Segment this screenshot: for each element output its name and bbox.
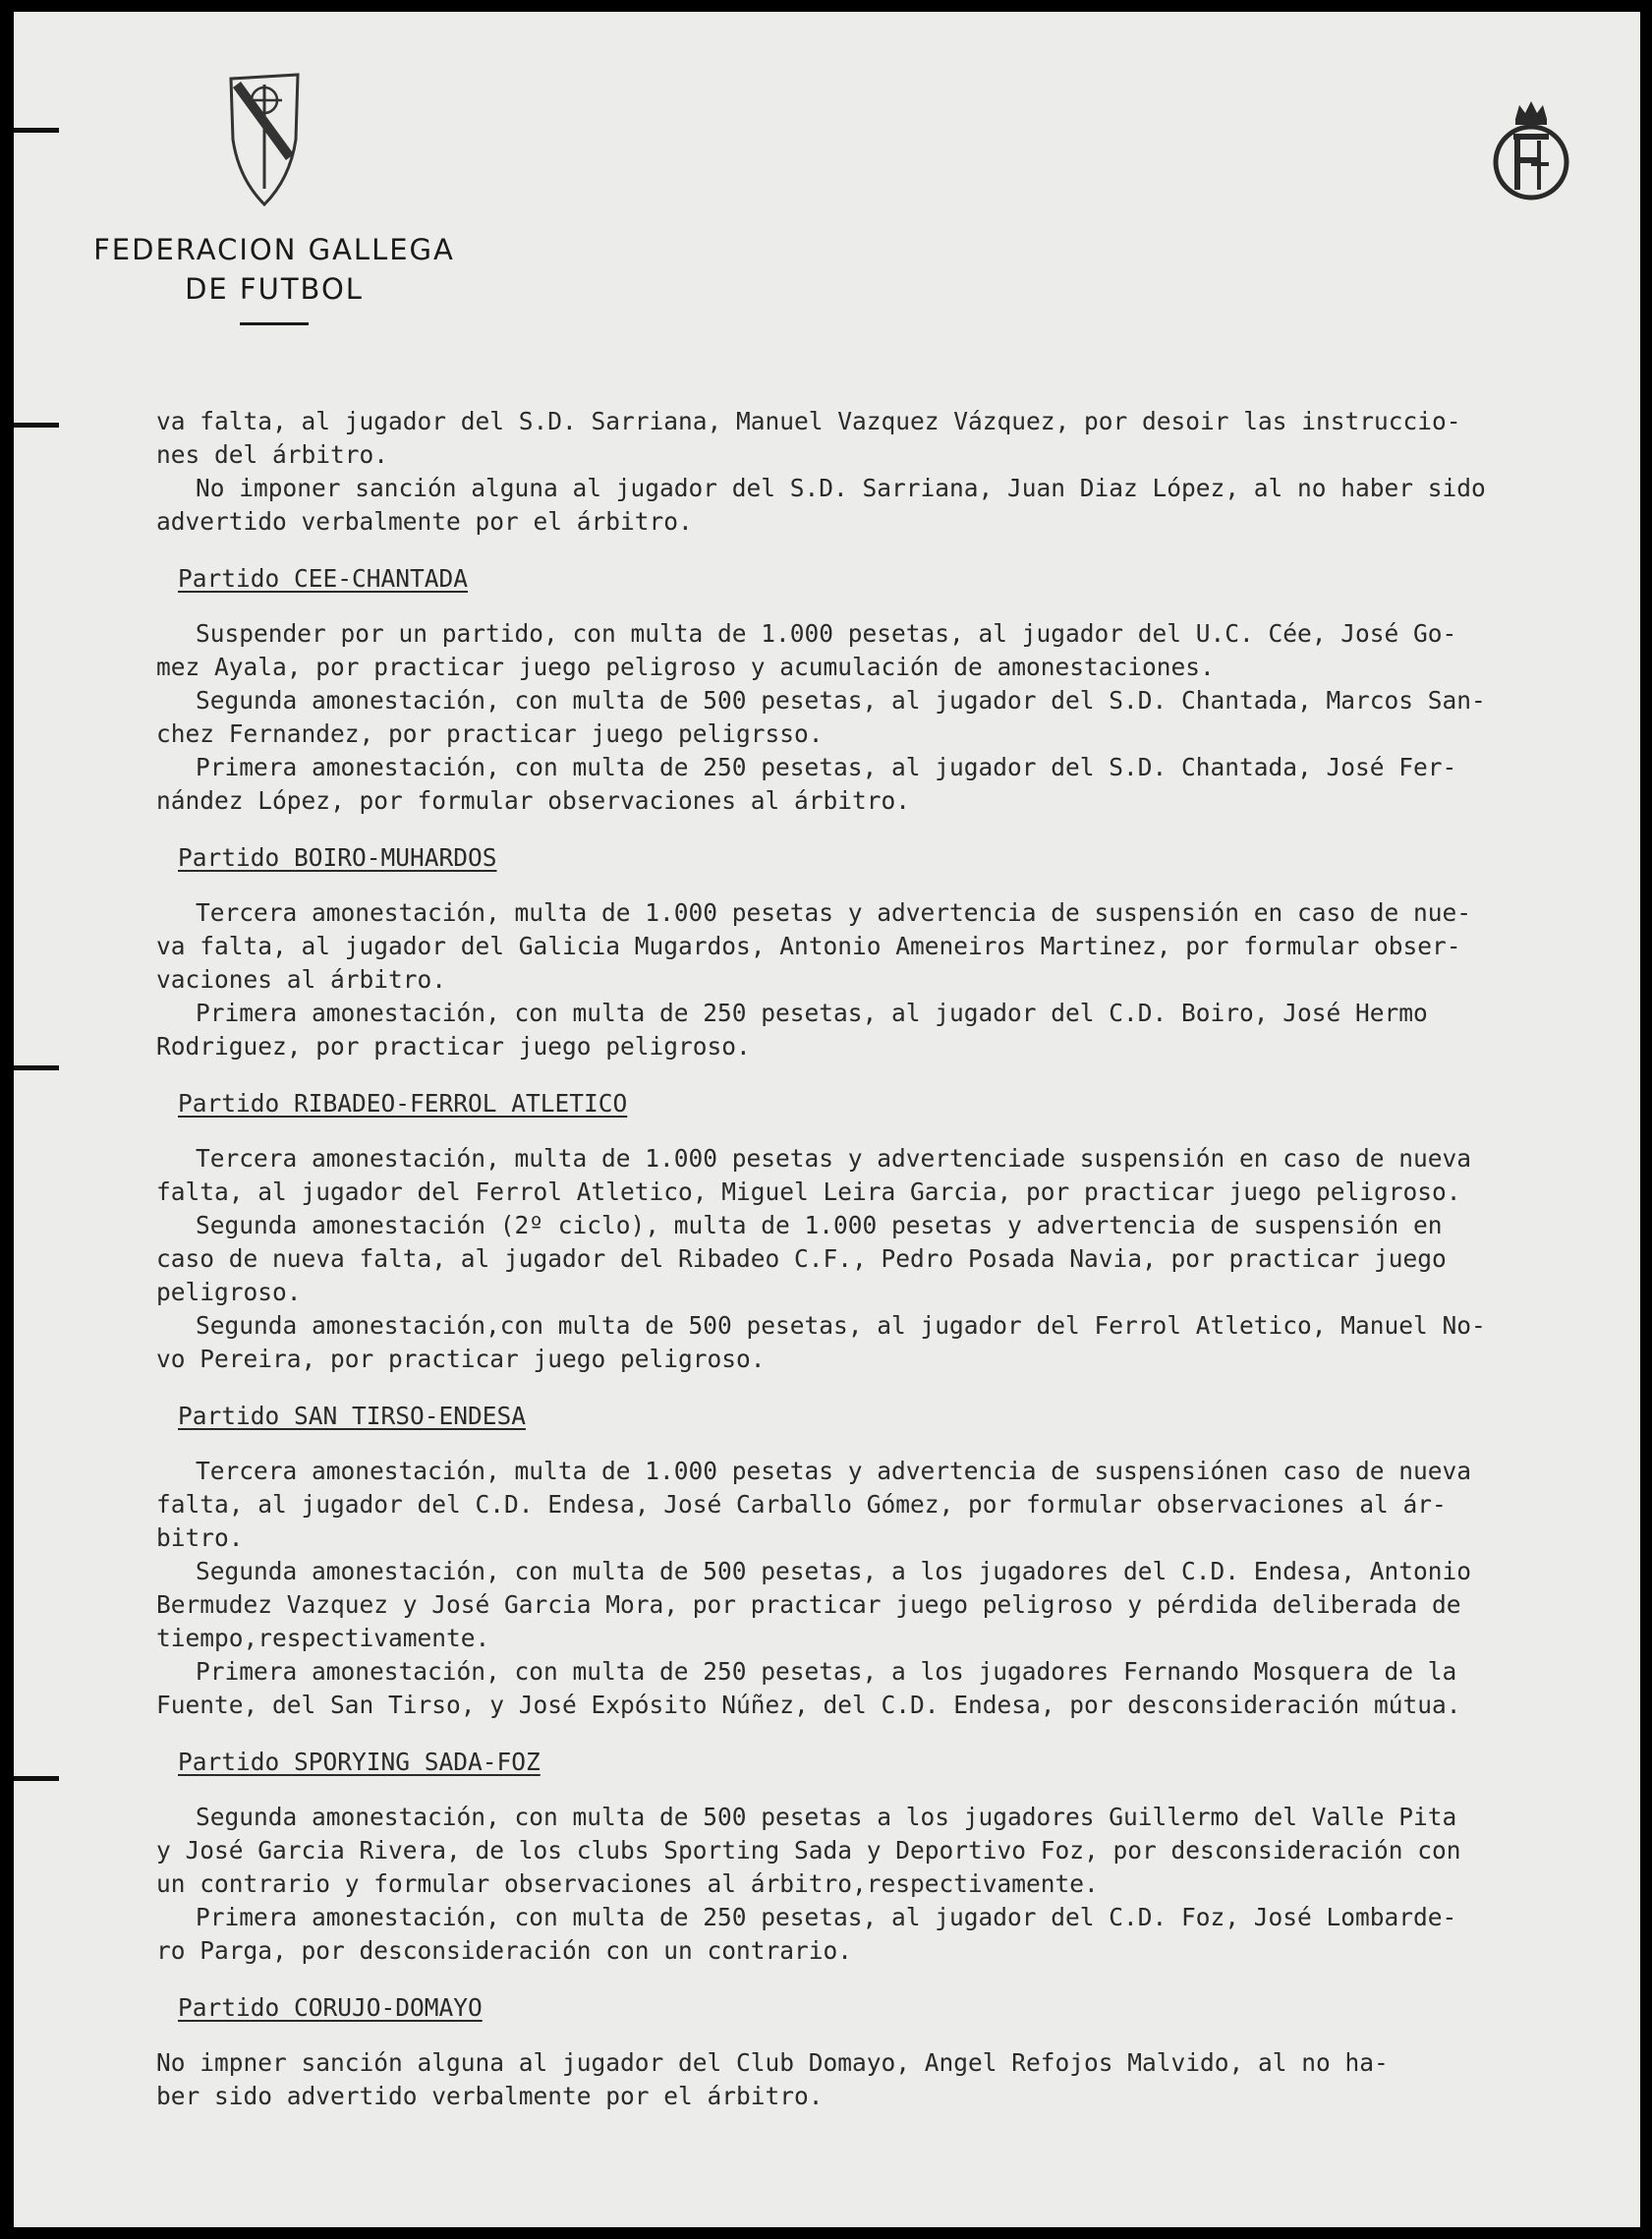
section-title: Partido SAN TIRSO-ENDESA [178,1402,527,1430]
section-title: Partido CEE-CHANTADA [178,564,469,593]
section-title: Partido BOIRO-MUHARDOS [178,843,497,872]
sanction-paragraph: Segunda amonestación, con multa de 500 pesetas, al jugador del S.D. Chantada, Marcos San- chez Fernandez, por practicar juego peligrsso. [156,686,1486,748]
sanction-paragraph: Primera amonestación, con multa de 250 pesetas, al jugador del C.D. Boiro, José Hermo Rodriguez, por practicar juego peligroso. [156,999,1428,1061]
section-ribadeo-ferrol [156,1087,1640,1376]
section-title: Partido SPORYING SADA-FOZ [178,1748,541,1776]
letterhead-rule [240,322,309,325]
intro-paragraph: va falta, al jugador del S.D. Sarriana, Manuel Vazquez Vázquez, por desoir las instruccio- nes del árbitro. [156,407,1461,469]
sanction-paragraph: Tercera amonestación, multa de 1.000 pesetas y advertencia de suspensiónen caso de nueva falta, al jugador del C.D. Endesa, José Carballo Gómez, por formular observaciones al ár- bitro. [156,1457,1472,1552]
sanction-paragraph: No impner sanción alguna al jugador del Club Domayo, Angel Refojos Malvido, al no ha- ber sido advertido verbalmente por el árbitro. [156,2048,1389,2110]
binder-hole-mark [14,423,59,428]
section-corujo-domayo [156,1991,1640,2113]
section-sporting-sada-foz [156,1746,1640,1968]
section-title: Partido RIBADEO-FERROL ATLETICO [178,1089,628,1118]
sanction-paragraph: Segunda amonestación, con multa de 500 pesetas a los jugadores Guillermo del Valle Pita y José Garcia Rivera, de los clubs Sporting Sada y Deportivo Foz, por desconsideración con un contrario y formular observaciones al árbitro,respectivamente. [156,1803,1461,1898]
document-page [14,12,1640,2227]
section-san-tirso-endesa [156,1400,1640,1722]
sanction-paragraph: Suspender por un partido, con multa de 1.000 pesetas, al jugador del U.C. Cée, José Go- mez Ayala, por practicar juego peligroso y acumulación de amonestaciones. [156,619,1457,681]
spanish-federation-crown-crest-icon [1488,95,1574,203]
org-name-line2: DE FUTBOL [185,272,364,306]
sanction-paragraph: Tercera amonestación, multa de 1.000 pesetas y advertencia de suspensión en caso de nue- va falta, al jugador del Galicia Mugardos, Antonio Ameneiros Martinez, por formular obser- vaciones al árbitro. [156,898,1472,994]
section-cee-chantada [156,562,1640,818]
sanction-paragraph: Segunda amonestación,con multa de 500 pesetas, al jugador del Ferrol Atletico, Manuel No- vo Pereira, por practicar juego peligroso. [156,1311,1486,1373]
sanction-paragraph: Tercera amonestación, multa de 1.000 pesetas y advertenciade suspensión en caso de nueva falta, al jugador del Ferrol Atletico, Miguel Leira Garcia, por practicar juego peligroso. [156,1144,1472,1206]
section-boiro-mugardos [156,841,1640,1063]
sanction-paragraph: Segunda amonestación, con multa de 500 pesetas, a los jugadores del C.D. Endesa, Antonio Bermudez Vazquez y José Garcia Mora, por practicar juego peligroso y pérdida deliberada de tiempo,respectivamente. [156,1557,1472,1652]
binder-hole-mark [14,1065,59,1070]
sanction-paragraph: Primera amonestación, con multa de 250 pesetas, al jugador del C.D. Foz, José Lombarde- ro Parga, por desconsideración con un contrario. [156,1903,1457,1965]
binder-hole-mark [14,1776,59,1781]
document-body [156,405,1640,2113]
intro-paragraph: No imponer sanción alguna al jugador del S.D. Sarriana, Juan Diaz López, al no haber sido advertido verbalmente por el árbitro. [156,474,1486,536]
section-title: Partido CORUJO-DOMAYO [178,1993,483,2022]
org-name-line1: FEDERACION GALLEGA [93,233,455,266]
sanction-paragraph: Primera amonestación, con multa de 250 pesetas, al jugador del S.D. Chantada, José Fer- nández López, por formular observaciones al árbitro. [156,753,1457,815]
galician-federation-shield-icon [225,71,304,208]
binder-hole-mark [14,128,59,133]
sanction-paragraph: Primera amonestación, con multa de 250 pesetas, a los jugadores Fernando Mosquera de la Fuente, del San Tirso, y José Expósito Núñez, del C.D. Endesa, por desconsideración mútua. [156,1657,1461,1719]
sanction-paragraph: Segunda amonestación (2º ciclo), multa de 1.000 pesetas y advertencia de suspensión en caso de nueva falta, al jugador del Ribadeo C.F., Pedro Posada Navia, por practicar juego peligroso. [156,1211,1447,1306]
letterhead [68,71,481,325]
